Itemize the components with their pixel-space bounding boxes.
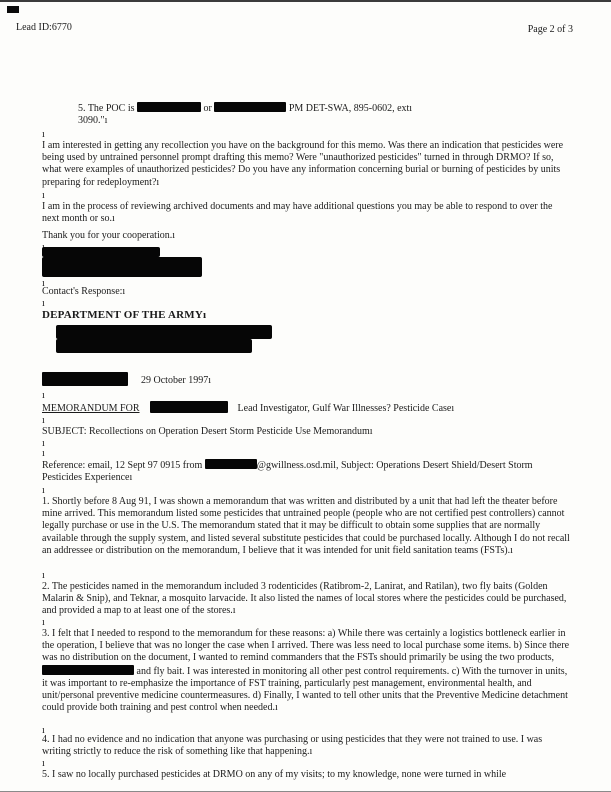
reference-paragraph [42, 459, 572, 484]
paragraph-mark: ı [42, 129, 45, 140]
date-line [42, 372, 572, 387]
memorandum-for-line [42, 401, 572, 415]
paragraph-mark: ı [42, 298, 45, 309]
paragraph-mark: ı [42, 570, 45, 581]
paragraph-3-text-post: and fly bait. I was interested in monitoring all other pest control requirements. c) With the turnover in units, it was important to re-emphasize the importance of FST training, particularly pest management, environmental health, and unit/personal preventive medicine countermeasures. d) Finally, I wanted to tell other units that the Preventive Medicine detachment could provide both training and pest control when needed.ı [42, 665, 568, 714]
reference-text-post: @gwillness.osd.mil, Subject: Operations Desert Shield/Desert Storm Pesticides Experienceı [42, 460, 533, 484]
date-text: 29 October 1997ı [141, 375, 211, 386]
numbered-paragraph-4: 4. I had no evidence and no indication that anyone was purchasing or using pesticides that they were not trained to use. I was writing strictly to reduce the risk of something like that happening.ı [42, 734, 543, 758]
subject-line: SUBJECT: Recollections on Operation Desert Storm Pesticide Use Memorandumı [42, 426, 373, 437]
paragraph-3-text-pre: 3. I felt that I needed to respond to the memorandum for these reasons: a) While there was certainly a logistics bottleneck earlier in the operation, I believe that was no longer the case when I arrived. There was less need to local purchase some items. b) Since there was no distribution on the document, I wanted to remind commanders that the FSTs should primarily be using the two products, [42, 628, 570, 664]
process-paragraph: I am in the process of reviewing archived documents and may have additional questions you may be able to respond to over the next month or so.ı [42, 201, 553, 225]
redaction-address-line2 [56, 339, 252, 353]
letterhead-title: DEPARTMENT OF THE ARMYı [42, 309, 207, 321]
paragraph-mark: ı [42, 438, 45, 449]
paragraph-mark: ı [42, 278, 45, 289]
paragraph-mark: ı [42, 390, 45, 401]
memorandum-for-label: MEMORANDUM FOR [42, 403, 140, 414]
redaction-bar [150, 401, 228, 413]
thanks-paragraph: Thank you for your cooperation.ı [42, 230, 176, 241]
paragraph-mark: ı [42, 415, 45, 426]
interest-paragraph: I am interested in getting any recollection you have on the background for this memo. Was there an indication that pesticides were being used by untrained personnel prompt drafting this memo? Were "unauthorized pesticides" turned in through DRMO? If so, what were examples of unauthorized pesticides? Do you have any information concerning burial or burning of pesticides by units preparing for redeployment?ı [42, 140, 564, 188]
paragraph-mark: ı [42, 725, 45, 736]
redaction-address-line1 [56, 325, 272, 339]
numbered-paragraph-5: 5. I saw no locally purchased pesticides at DRMO on any of my visits; to my knowledge, none were turned in while [42, 769, 507, 780]
page-number: Page 2 of 3 [527, 24, 573, 35]
numbered-paragraph-3 [42, 628, 572, 714]
paragraph-mark: ı [42, 617, 45, 628]
poc-paragraph [78, 102, 548, 127]
poc-text-line2: 3090."ı [78, 115, 108, 127]
paragraph-mark: ı [42, 190, 45, 201]
reference-text-pre: Reference: email, 12 Sept 97 0915 from [42, 460, 205, 471]
numbered-paragraph-1: 1. Shortly before 8 Aug 91, I was shown a memorandum that was written and distributed by a unit that had left the theater before mine arrived. This memorandum listed some pesticides that untrained people (people who are not certified pest controllers) cannot legally purchase or use in the U.S. The memorandum stated that it may be difficult to obtain some supplies that are normally available through the supply system, and listed several substitute pesticides that could be purchased locally. Although I do not recall an addressee or distribution on the memorandum, I believe that it was intended for unit field sanitation teams (FSTs).ı [42, 496, 570, 556]
redaction-bar [137, 102, 201, 112]
redaction-bar [42, 665, 134, 675]
paragraph-mark: ı [42, 758, 45, 769]
poc-text-post: PM DET-SWA, 895-0602, extı [286, 103, 413, 114]
scan-artifact [7, 6, 19, 13]
redaction-signature-line1 [42, 247, 160, 257]
memorandum-for-text: Lead Investigator, Gulf War Illnesses? Pesticide Caseı [237, 403, 455, 414]
contacts-response-label: Contact's Response:ı [42, 286, 126, 297]
paragraph-mark: ı [42, 448, 45, 459]
redaction-bar [42, 372, 128, 386]
redaction-bar [205, 459, 257, 469]
poc-text-mid: or [201, 103, 215, 114]
redaction-signature-line2 [42, 257, 202, 277]
poc-text-pre: 5. The POC is [78, 103, 137, 114]
numbered-paragraph-2: 2. The pesticides named in the memorandum included 3 rodenticides (Ratibrom-2, Lanirat, and Ratilan), two fly baits (Golden Malarin & Snip), and Teknar, a mosquito larvacide. It also listed the names of local stores where the pesticides could be purchased, and provided a map to at least one of the stores.ı [42, 581, 567, 617]
paragraph-mark: ı [42, 485, 45, 496]
redaction-bar [214, 102, 286, 112]
scan-edge-top [0, 0, 611, 2]
lead-id: Lead ID:6770 [16, 22, 72, 33]
